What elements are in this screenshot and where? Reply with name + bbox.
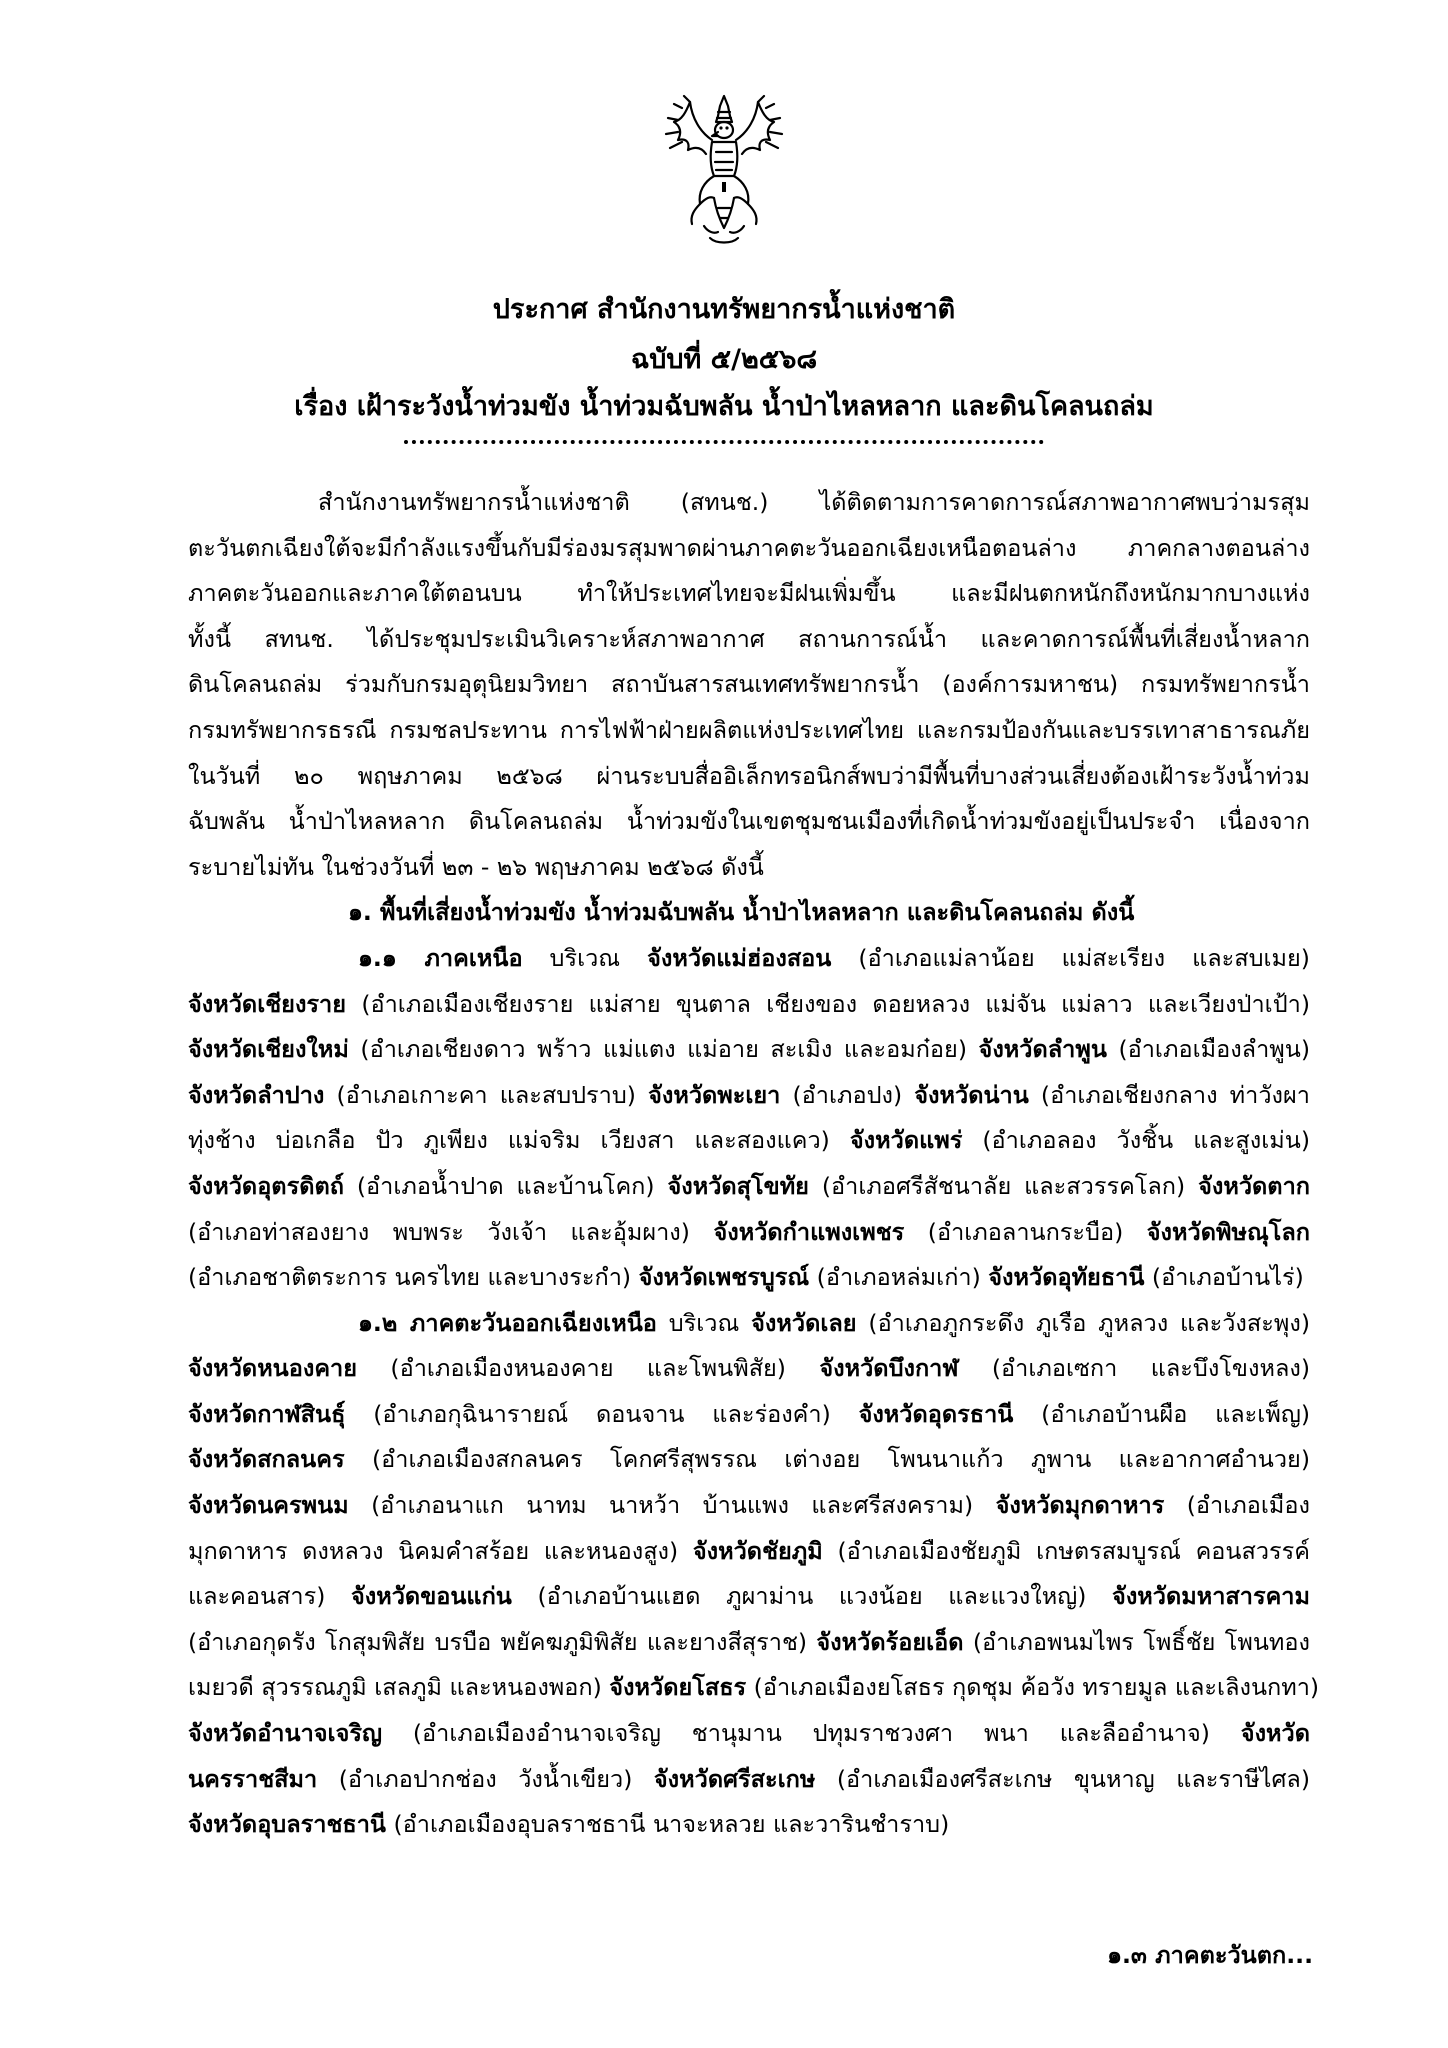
region-label: ๑.๑ ภาคเหนือ xyxy=(358,943,523,972)
province-name: จังหวัดเลย xyxy=(751,1308,857,1337)
province-name: จังหวัดยโสธร xyxy=(609,1673,747,1702)
province-name: จังหวัดแม่ฮ่องสอน xyxy=(647,943,832,972)
province-name: จังหวัดตาก xyxy=(1198,1171,1310,1200)
province-name: จังหวัดลำพูน xyxy=(978,1035,1107,1064)
northeast-line: จังหวัดหนองคาย (อำเภอเมืองหนองคาย และโพนพิสัย) จังหวัดบึงกาฬ (อำเภอเซกา และบึงโขงหลง) xyxy=(188,1354,1311,1383)
province-name: จังหวัดร้อยเอ็ด xyxy=(816,1627,964,1656)
north-line: ๑.๑ ภาคเหนือ บริเวณ จังหวัดแม่ฮ่องสอน (อำเภอแม่ลาน้อย แม่สะเรียง และสบเมย) xyxy=(358,943,1310,972)
intro-paragraph xyxy=(188,480,1310,890)
province-name: จังหวัดพิษณุโลก xyxy=(1146,1217,1311,1246)
province-name: จังหวัดขอนแก่น xyxy=(351,1582,512,1611)
province-name: จังหวัดหนองคาย xyxy=(188,1354,358,1383)
northeast-line: นครราชสีมา (อำเภอปากช่อง วังน้ำเขียว) จังหวัดศรีสะเกษ (อำเภอเมืองศรีสะเกษ ขุนหาญ และราษีไศล) xyxy=(188,1764,1310,1793)
northeast-line: จังหวัดนครพนม (อำเภอนาแก นาทม นาหว้า บ้านแพง และศรีสงคราม) จังหวัดมุกดาหาร (อำเภอเมือง xyxy=(188,1491,1310,1520)
north-line: จังหวัดเชียงราย (อำเภอเมืองเชียงราย แม่สาย ขุนตาล เชียงของ ดอยหลวง แม่จัน แม่ลาว และเวียงป่าเป้า) xyxy=(188,989,1310,1018)
province-name: จังหวัดอำนาจเจริญ xyxy=(188,1719,382,1748)
north-line: จังหวัดอุตรดิตถ์ (อำเภอน้ำปาด และบ้านโคก) จังหวัดสุโขทัย (อำเภอศรีสัชนาลัย และสวรรคโลก) จังหวัดตาก xyxy=(188,1171,1310,1200)
northeast-line: มุกดาหาร ดงหลวง นิคมคำสร้อย และหนองสูง) จังหวัดชัยภูมิ (อำเภอเมืองชัยภูมิ เกษตรสมบูรณ์ คอนสวรรค์ xyxy=(188,1536,1310,1565)
north-region-paragraph xyxy=(188,936,1310,1301)
section-1-heading-paragraph xyxy=(188,890,1310,936)
intro-line: ตะวันตกเฉียงใต้จะมีกำลังแรงขึ้นกับมีร่องมรสุมพาดผ่านภาคตะวันออกเฉียงเหนือตอนล่าง ภาคกลางตอนล่าง xyxy=(188,533,1310,562)
province-name: จังหวัดกาฬสินธุ์ xyxy=(188,1399,346,1428)
continued-reference: ๑.๓ ภาคตะวันตก... xyxy=(1107,1941,1313,1969)
garuda-emblem-icon xyxy=(660,92,788,248)
announcement-issue: ฉบับที่ ๕/๒๕๖๘ xyxy=(630,344,818,375)
northeast-line: จังหวัดสกลนคร (อำเภอเมืองสกลนคร โคกศรีสุพรรณ เต่างอย โพนนาแก้ว ภูพาน และอากาศอำนวย) xyxy=(188,1445,1310,1474)
north-line: (อำเภอท่าสองยาง พบพระ วังเจ้า และอุ้มผาง) จังหวัดกำแพงเพชร (อำเภอลานกระบือ) จังหวัดพิษณุโลก xyxy=(188,1217,1311,1246)
northeast-line: ๑.๒ ภาคตะวันออกเฉียงเหนือ บริเวณ จังหวัดเลย (อำเภอภูกระดึง ภูเรือ ภูหลวง และวังสะพุง) xyxy=(358,1308,1310,1337)
province-name: จังหวัด xyxy=(1240,1719,1310,1748)
announcement-subject: เรื่อง เฝ้าระวังน้ำท่วมขัง น้ำท่วมฉับพลัน น้ำป่าไหลหลาก และดินโคลนถล่ม xyxy=(294,391,1154,422)
northeast-line: และคอนสาร) จังหวัดขอนแก่น (อำเภอบ้านแฮด ภูผาม่าน แวงน้อย และแวงใหญ่) จังหวัดมหาสารคาม xyxy=(188,1582,1310,1611)
province-name: จังหวัดน่าน xyxy=(914,1080,1029,1109)
province-name: จังหวัดบึงกาฬ xyxy=(819,1354,959,1383)
section-1-heading: ๑. พื้นที่เสี่ยงน้ำท่วมขัง น้ำท่วมฉับพลัน น้ำป่าไหลหลาก และดินโคลนถล่ม ดังนี้ xyxy=(348,898,1135,927)
intro-line: สำนักงานทรัพยากรน้ำแห่งชาติ (สทนช.) ได้ติดตามการคาดการณ์สภาพอากาศพบว่ามรสุม xyxy=(318,488,1310,516)
northeast-line: จังหวัดอุบลราชธานี (อำเภอเมืองอุบลราชธานี นาจะหลวย และวารินชำราบ) xyxy=(188,1810,950,1839)
province-name: นครราชสีมา xyxy=(188,1764,318,1793)
intro-line: ดินโคลนถล่ม ร่วมกับกรมอุตุนิยมวิทยา สถาบันสารสนเทศทรัพยากรน้ำ (องค์การมหาชน) กรมทรัพยากรน้ำ xyxy=(188,670,1310,699)
intro-line: ภาคตะวันออกและภาคใต้ตอนบน ทำให้ประเทศไทยจะมีฝนเพิ่มขึ้น และมีฝนตกหนักถึงหนักมากบางแห่ง xyxy=(188,579,1310,608)
intro-line: กรมทรัพยากรธรณี กรมชลประทาน การไฟฟ้าฝ่ายผลิตแห่งประเทศไทย และกรมป้องกันและบรรเทาสาธารณภัย xyxy=(188,715,1310,744)
dotted-divider xyxy=(404,440,1044,444)
province-name: จังหวัดมุกดาหาร xyxy=(995,1491,1165,1520)
province-name: จังหวัดกำแพงเพชร xyxy=(713,1217,905,1246)
province-name: จังหวัดนครพนม xyxy=(188,1491,349,1520)
province-name: จังหวัดเพชรบูรณ์ xyxy=(638,1263,810,1292)
northeast-region-paragraph xyxy=(188,1301,1320,1848)
northeast-line: จังหวัดกาฬสินธุ์ (อำเภอกุฉินารายณ์ ดอนจาน และร่องคำ) จังหวัดอุดรธานี (อำเภอบ้านผือ และเพ็ญ) xyxy=(188,1399,1311,1428)
province-name: จังหวัดสกลนคร xyxy=(188,1445,345,1474)
province-name: จังหวัดแพร่ xyxy=(849,1126,963,1155)
province-name: จังหวัดอุตรดิตถ์ xyxy=(188,1171,344,1200)
province-name: จังหวัดมหาสารคาม xyxy=(1112,1582,1310,1611)
north-line: จังหวัดเชียงใหม่ (อำเภอเชียงดาว พร้าว แม่แตง แม่อาย สะเมิง และอมก๋อย) จังหวัดลำพูน (อำเภอเมืองลำพูน) xyxy=(188,1035,1310,1064)
province-name: จังหวัดอุดรธานี xyxy=(858,1399,1014,1428)
intro-line: ทั้งนี้ สทนช. ได้ประชุมประเมินวิเคราะห์สภาพอากาศ สถานการณ์น้ำ และคาดการณ์พื้นที่เสี่ยงน้ำหลาก xyxy=(188,624,1310,653)
province-name: จังหวัดลำปาง xyxy=(188,1080,325,1109)
northeast-line: จังหวัดอำนาจเจริญ (อำเภอเมืองอำนาจเจริญ ชานุมาน ปทุมราชวงศา พนา และลืออำนาจ) จังหวัด xyxy=(188,1719,1310,1748)
northeast-line: (อำเภอกุดรัง โกสุมพิสัย บรบือ พยัคฆภูมิพิสัย และยางสีสุราช) จังหวัดร้อยเอ็ด (อำเภอพนมไพร โพธิ์ชัย โพนทอง xyxy=(188,1627,1310,1656)
intro-line: ฉับพลัน น้ำป่าไหลหลาก ดินโคลนถล่ม น้ำท่วมขังในเขตชุมชนเมืองที่เกิดน้ำท่วมขังอยู่เป็นประจำ เนื่องจาก xyxy=(188,807,1310,836)
intro-line: ในวันที่ ๒๐ พฤษภาคม ๒๕๖๘ ผ่านระบบสื่ออิเล็กทรอนิกส์พบว่ามีพื้นที่บางส่วนเสี่ยงต้องเฝ้าระวังน้ำท่วม xyxy=(188,761,1310,790)
province-name: จังหวัดเชียงราย xyxy=(188,989,347,1018)
province-name: จังหวัดศรีสะเกษ xyxy=(653,1764,816,1793)
north-line: จังหวัดลำปาง (อำเภอเกาะคา และสบปราบ) จังหวัดพะเยา (อำเภอปง) จังหวัดน่าน (อำเภอเชียงกลาง ท่าวังผา xyxy=(188,1080,1310,1109)
intro-line: ระบายไม่ทัน ในช่วงวันที่ ๒๓ - ๒๖ พฤษภาคม ๒๕๖๘ ดังนี้ xyxy=(188,852,764,881)
province-name: จังหวัดสุโขทัย xyxy=(667,1171,809,1200)
province-name: จังหวัดเชียงใหม่ xyxy=(188,1035,349,1064)
announcement-body xyxy=(188,480,1320,1848)
north-line: (อำเภอชาติตระการ นครไทย และบางระกำ) จังหวัดเพชรบูรณ์ (อำเภอหล่มเก่า) จังหวัดอุทัยธานี (อำเภอบ้านไร่) xyxy=(188,1263,1304,1292)
announcement-title: ประกาศ สำนักงานทรัพยากรน้ำแห่งชาติ xyxy=(492,294,956,325)
north-line: ทุ่งช้าง บ่อเกลือ ปัว ภูเพียง แม่จริม เวียงสา และสองแคว) จังหวัดแพร่ (อำเภอลอง วังชิ้น และสูงเม่น) xyxy=(188,1126,1310,1155)
province-name: จังหวัดชัยภูมิ xyxy=(692,1536,823,1565)
province-name: จังหวัดอุบลราชธานี xyxy=(188,1810,386,1839)
region-label: ๑.๒ ภาคตะวันออกเฉียงเหนือ xyxy=(358,1308,657,1337)
northeast-line: เมยวดี สุวรรณภูมิ เสลภูมิ และหนองพอก) จังหวัดยโสธร (อำเภอเมืองยโสธร กุดชุม ค้อวัง ทรายมูล และเลิงนกทา) xyxy=(188,1673,1320,1702)
province-name: จังหวัดอุทัยธานี xyxy=(988,1263,1145,1292)
province-name: จังหวัดพะเยา xyxy=(648,1080,781,1109)
